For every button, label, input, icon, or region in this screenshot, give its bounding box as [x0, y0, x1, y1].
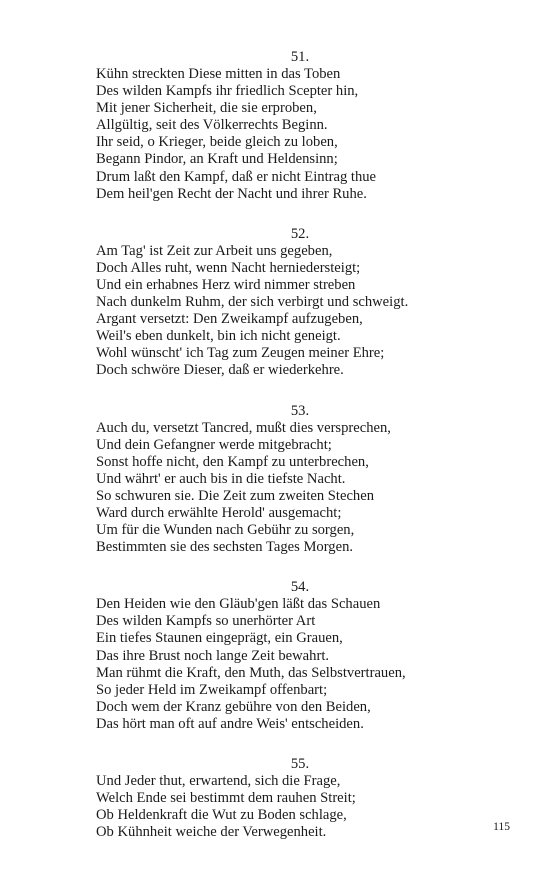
page-number: 115	[493, 821, 510, 833]
verse-line: Man rühmt die Kraft, den Muth, das Selbstvertrauen,	[96, 664, 406, 681]
verse-line: Und ein erhabnes Herz wird nimmer streben	[96, 276, 356, 293]
stanza-number: 54.	[290, 579, 310, 596]
verse-line: Das ihre Brust noch lange Zeit bewahrt.	[96, 647, 330, 664]
stanza-51	[96, 49, 476, 203]
verse-line: Am Tag' ist Zeit zur Arbeit uns gegeben,	[96, 242, 333, 259]
verse-line: Weil's eben dunkelt, bin ich nicht geneigt.	[96, 328, 341, 345]
verse-line: Drum laßt den Kampf, daß er nicht Eintrag thue	[96, 168, 377, 185]
stanza-number: 55.	[290, 756, 310, 772]
verse-line: Ihr seid, o Krieger, beide gleich zu loben,	[96, 134, 338, 151]
verse-line: Mit jener Sicherheit, die sie erproben,	[96, 100, 317, 117]
verse-line: Sonst hoffe nicht, den Kampf zu unterbrechen,	[96, 453, 369, 470]
verse-line: Begann Pindor, an Kraft und Heldensinn;	[96, 151, 338, 168]
stanza-54	[96, 579, 476, 733]
poem-body	[96, 49, 476, 864]
verse-line: So jeder Held im Zweikampf offenbart;	[96, 681, 328, 698]
verse-line: Welch Ende sei bestimmt dem rauhen Streit;	[96, 790, 356, 807]
verse-line: Nach dunkelm Ruhm, der sich verbirgt und schweigt.	[96, 294, 409, 311]
stanza-number: 51.	[290, 49, 310, 65]
verse-line: Allgültig, seit des Völkerrechts Beginn.	[96, 117, 328, 134]
verse-line: Argant versetzt: Den Zweikampf aufzugeben,	[96, 311, 363, 328]
stanza-55	[96, 756, 476, 841]
verse-line: Ob Heldenkraft die Wut zu Boden schlage,	[96, 807, 347, 824]
verse-line: Das hört man oft auf andre Weis' entscheiden.	[96, 715, 364, 732]
verse-line: Ward durch erwählte Herold' ausgemacht;	[96, 504, 342, 521]
verse-line: Doch schwöre Dieser, daß er wiederkehre.	[96, 362, 344, 379]
stanza-52	[96, 226, 476, 380]
verse-line: Um für die Wunden nach Gebühr zu sorgen,	[96, 522, 355, 539]
verse-line: Den Heiden wie den Gläub'gen läßt das Schauen	[96, 596, 381, 613]
verse-line: Auch du, versetzt Tancred, mußt dies versprechen,	[96, 419, 391, 436]
verse-line: So schwuren sie. Die Zeit zum zweiten Stechen	[96, 487, 375, 504]
verse-line: Kühn streckten Diese mitten in das Toben	[96, 66, 341, 82]
verse-line: Und Jeder thut, erwartend, sich die Frage,	[96, 773, 341, 789]
verse-line: Doch wem der Kranz gebühre von den Beiden,	[96, 698, 371, 715]
stanza-number: 53.	[290, 402, 310, 419]
verse-line: Ein tiefes Staunen eingeprägt, ein Grauen,	[96, 630, 343, 647]
verse-line: Und währt' er auch bis in die tiefste Nacht.	[96, 470, 346, 487]
verse-line: Doch Alles ruht, wenn Nacht herniedersteigt;	[96, 259, 361, 276]
verse-line: Und dein Gefangner werde mitgebracht;	[96, 436, 332, 453]
verse-line: Wohl wünscht' ich Tag zum Zeugen meiner Ehre;	[96, 345, 385, 362]
stanza-number: 52.	[290, 225, 310, 242]
verse-line: Bestimmten sie des sechsten Tages Morgen.	[96, 539, 354, 556]
verse-line: Des wilden Kampfs ihr friedlich Scepter hin,	[96, 83, 359, 100]
stanza-53	[96, 403, 476, 557]
verse-line: Des wilden Kampfs so unerhörter Art	[96, 613, 316, 630]
verse-line: Ob Kühnheit weiche der Verwegenheit.	[96, 824, 327, 841]
verse-line: Dem heil'gen Recht der Nacht und ihrer Ruhe.	[96, 185, 367, 202]
